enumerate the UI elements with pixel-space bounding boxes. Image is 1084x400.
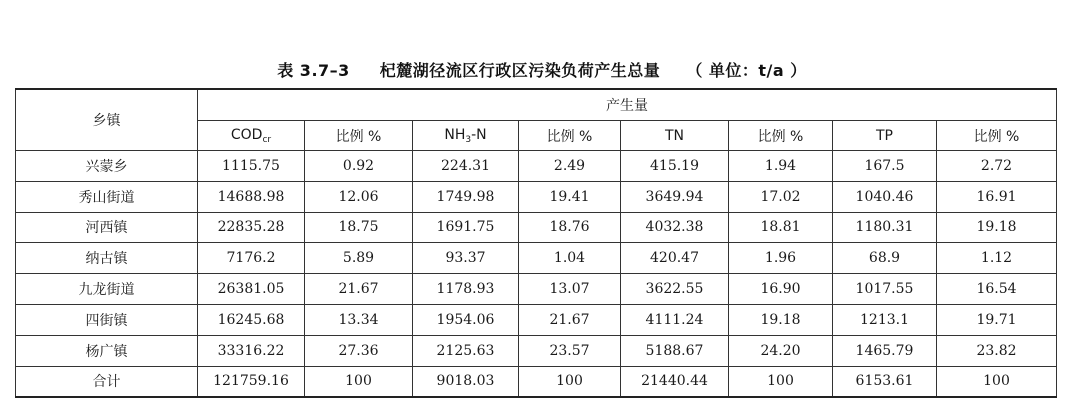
- tn-ratio-cell: 100: [729, 366, 833, 397]
- tn-cell: 4032.38: [621, 212, 729, 243]
- header-tp: TP: [833, 121, 937, 151]
- cod-ratio-cell: 13.34: [305, 304, 413, 335]
- tp-ratio-cell: 19.71: [937, 304, 1057, 335]
- table-row: [16, 243, 1057, 274]
- table-number: 表 3.7–3: [277, 61, 350, 80]
- cod-cell: 26381.05: [198, 274, 305, 305]
- header-cod-ratio: 比例 %: [305, 121, 413, 151]
- tp-cell: 1040.46: [833, 181, 937, 212]
- table-unit: （ 单位：t/a ）: [686, 61, 807, 80]
- tn-ratio-cell: 17.02: [729, 181, 833, 212]
- cod-cell: 16245.68: [198, 304, 305, 335]
- header-nh3n-ratio: 比例 %: [519, 121, 621, 151]
- tn-cell: 415.19: [621, 151, 729, 182]
- table-caption: [0, 58, 1084, 81]
- tp-cell: 68.9: [833, 243, 937, 274]
- tp-ratio-cell: 2.72: [937, 151, 1057, 182]
- header-nh3n: $NH_3-N$: [413, 121, 519, 151]
- tp-ratio-cell: 100: [937, 366, 1057, 397]
- table-row: [16, 274, 1057, 305]
- tn-cell: 3622.55: [621, 274, 729, 305]
- town-cell: 纳古镇: [16, 243, 198, 274]
- table-row: [16, 212, 1057, 243]
- header-town: 乡镇: [16, 89, 198, 151]
- tn-ratio-cell: 1.94: [729, 151, 833, 182]
- header-tn-ratio: 比例 %: [729, 121, 833, 151]
- cod-ratio-cell: 0.92: [305, 151, 413, 182]
- cod-cell: 33316.22: [198, 335, 305, 366]
- nh3n-ratio-cell: 18.76: [519, 212, 621, 243]
- table-row: [16, 366, 1057, 397]
- tn-ratio-cell: 16.90: [729, 274, 833, 305]
- tp-cell: 1017.55: [833, 274, 937, 305]
- cod-cell: 1115.75: [198, 151, 305, 182]
- cod-cell: 121759.16: [198, 366, 305, 397]
- cod-ratio-cell: 5.89: [305, 243, 413, 274]
- tn-cell: 420.47: [621, 243, 729, 274]
- tp-ratio-cell: 1.12: [937, 243, 1057, 274]
- town-cell: 四街镇: [16, 304, 198, 335]
- cod-ratio-cell: 18.75: [305, 212, 413, 243]
- cod-ratio-cell: 100: [305, 366, 413, 397]
- cod-cell: 7176.2: [198, 243, 305, 274]
- nh3n-cell: 1749.98: [413, 181, 519, 212]
- table-row: [16, 335, 1057, 366]
- tp-cell: 1465.79: [833, 335, 937, 366]
- nh3n-cell: 9018.03: [413, 366, 519, 397]
- town-cell: 河西镇: [16, 212, 198, 243]
- tn-cell: 4111.24: [621, 304, 729, 335]
- cod-ratio-cell: 27.36: [305, 335, 413, 366]
- tp-ratio-cell: 16.91: [937, 181, 1057, 212]
- nh3n-ratio-cell: 1.04: [519, 243, 621, 274]
- tn-cell: 3649.94: [621, 181, 729, 212]
- town-cell: 合计: [16, 366, 198, 397]
- cod-cell: 22835.28: [198, 212, 305, 243]
- nh3n-ratio-cell: 23.57: [519, 335, 621, 366]
- cod-ratio-cell: 21.67: [305, 274, 413, 305]
- cod-cell: 14688.98: [198, 181, 305, 212]
- tp-cell: 167.5: [833, 151, 937, 182]
- nh3n-cell: 1954.06: [413, 304, 519, 335]
- town-cell: 九龙街道: [16, 274, 198, 305]
- tn-ratio-cell: 1.96: [729, 243, 833, 274]
- town-cell: 兴蒙乡: [16, 151, 198, 182]
- nh3n-ratio-cell: 100: [519, 366, 621, 397]
- table-row: [16, 304, 1057, 335]
- table-row: [16, 181, 1057, 212]
- header-tn: TN: [621, 121, 729, 151]
- nh3n-ratio-cell: 13.07: [519, 274, 621, 305]
- header-group: 产生量: [198, 89, 1057, 121]
- tn-ratio-cell: 18.81: [729, 212, 833, 243]
- nh3n-cell: 2125.63: [413, 335, 519, 366]
- nh3n-ratio-cell: 19.41: [519, 181, 621, 212]
- town-cell: 秀山街道: [16, 181, 198, 212]
- cod-ratio-cell: 12.06: [305, 181, 413, 212]
- nh3n-ratio-cell: 2.49: [519, 151, 621, 182]
- tn-cell: 5188.67: [621, 335, 729, 366]
- tp-cell: 1213.1: [833, 304, 937, 335]
- nh3n-cell: 93.37: [413, 243, 519, 274]
- header-tp-ratio: 比例 %: [937, 121, 1057, 151]
- nh3n-cell: 1178.93: [413, 274, 519, 305]
- nh3n-cell: 224.31: [413, 151, 519, 182]
- tp-cell: 1180.31: [833, 212, 937, 243]
- tp-ratio-cell: 16.54: [937, 274, 1057, 305]
- tp-ratio-cell: 23.82: [937, 335, 1057, 366]
- table-body: [16, 151, 1057, 398]
- tp-cell: 6153.61: [833, 366, 937, 397]
- table-title: 杞麓湖径流区行政区污染负荷产生总量: [379, 61, 661, 80]
- pollution-load-table: [15, 88, 1057, 398]
- tp-ratio-cell: 19.18: [937, 212, 1057, 243]
- tn-ratio-cell: 19.18: [729, 304, 833, 335]
- table-row: [16, 151, 1057, 182]
- nh3n-ratio-cell: 21.67: [519, 304, 621, 335]
- tn-ratio-cell: 24.20: [729, 335, 833, 366]
- town-cell: 杨广镇: [16, 335, 198, 366]
- nh3n-cell: 1691.75: [413, 212, 519, 243]
- header-cod: $COD_{cr}$: [198, 121, 305, 151]
- tn-cell: 21440.44: [621, 366, 729, 397]
